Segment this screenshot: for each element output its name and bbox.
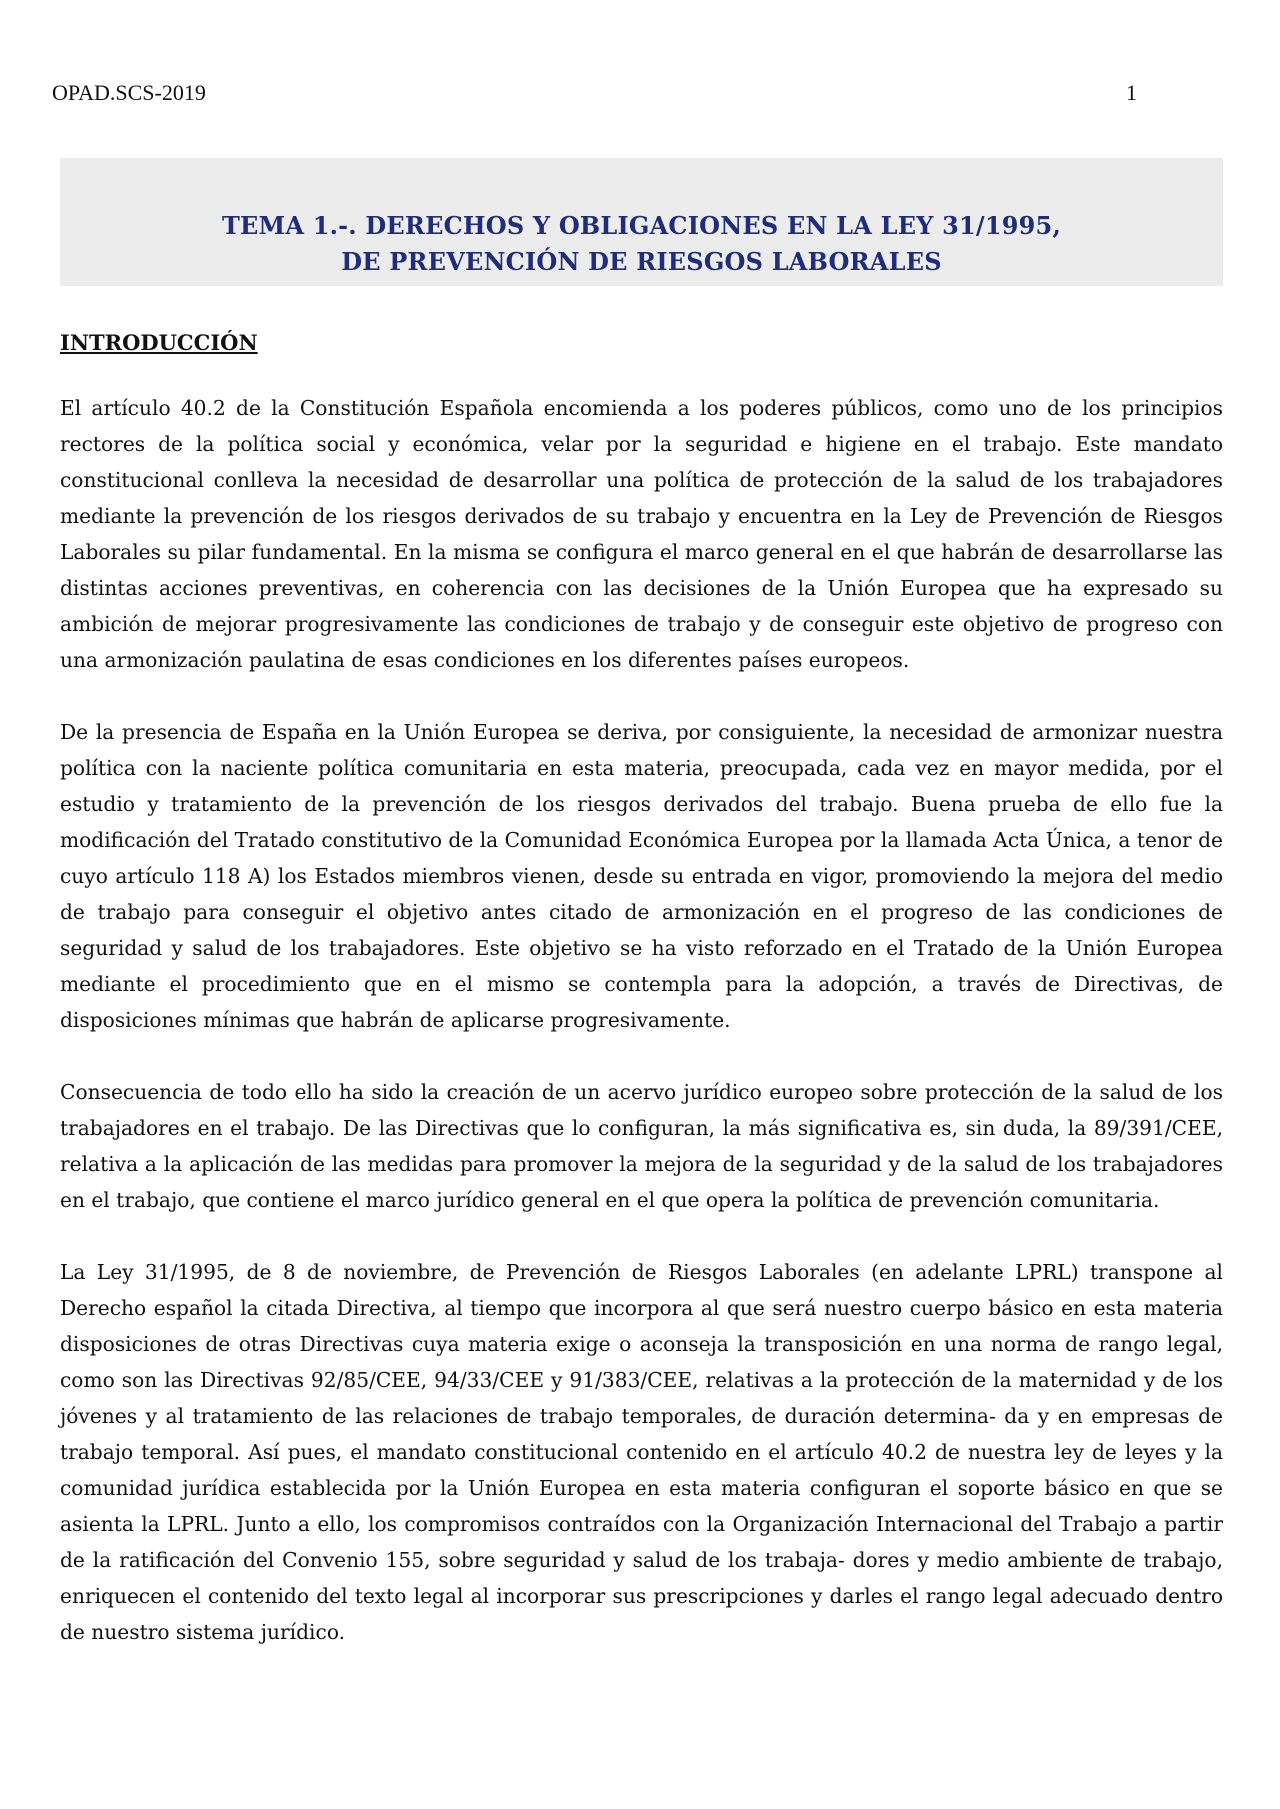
paragraph-2: De la presencia de España en la Unión Europea se deriva, por consiguiente, la necesidad de armonizar nuestra política con la naciente política comunitaria en esta materia, preocupada, cada vez en mayor medida, por el estudio y tratamiento de la prevención de los riesgos derivados del trabajo. Buena prueba de ello fue la modificación del Tratado constitutivo de la Comunidad Económica Europea por la llamada Acta Única, a tenor de cuyo artículo 118 A) los Estados miembros vienen, desde su entrada en vigor, promoviendo la mejora del medio de trabajo para conseguir el objetivo antes citado de armonización en el progreso de las condiciones de seguridad y salud de los trabajadores. Este objetivo se ha visto reforzado en el Tratado de la Unión Europea mediante el procedimiento que en el mismo se contempla para la adopción, a través de Directivas, de disposiciones mínimas que habrán de aplicarse progresivamente. [60,720,1223,1032]
title-line-2: DE PREVENCIÓN DE RIESGOS LABORALES [341,247,942,276]
section-heading-introduccion: INTRODUCCIÓN [60,330,258,355]
title-box [60,158,1223,286]
title-line-1: TEMA 1.-. DERECHOS Y OBLIGACIONES EN LA LEY 31/1995, [222,211,1061,240]
paragraph-3: Consecuencia de todo ello ha sido la creación de un acervo jurídico europeo sobre protección de la salud de los trabajadores en el trabajo. De las Directivas que lo configuran, la más significativa es, sin duda, la 89/391/CEE, relativa a la aplicación de las medidas para promover la mejora de la seguridad y de la salud de los trabajadores en el trabajo, que contiene el marco jurídico general en el que opera la política de prevención comunitaria. [60,1080,1223,1212]
body-text [60,390,1223,1686]
page-number: 1 [1126,80,1137,105]
paragraph-1: El artículo 40.2 de la Constitución Española encomienda a los poderes públicos, como uno de los principios rectores de la política social y económica, velar por la seguridad e higiene en el trabajo. Este mandato constitucional conlleva la necesidad de desarrollar una política de protección de la salud de los trabajadores mediante la prevención de los riesgos derivados de su trabajo y encuentra en la Ley de Prevención de Riesgos Laborales su pilar fundamental. En la misma se configura el marco general en el que habrán de desarrollarse las distintas acciones preventivas, en coherencia con las decisiones de la Unión Europea que ha expresado su ambición de mejorar progresivamente las condiciones de trabajo y de conseguir este objetivo de progreso con una armonización paulatina de esas condiciones en los diferentes países europeos. [60,396,1223,672]
paragraph-4: La Ley 31/1995, de 8 de noviembre, de Prevención de Riesgos Laborales (en adelante LPRL) transpone al Derecho español la citada Directiva, al tiempo que incorpora al que será nuestro cuerpo básico en esta materia disposiciones de otras Directivas cuya materia exige o aconseja la transposición en una norma de rango legal, como son las Directivas 92/85/CEE, 94/33/CEE y 91/383/CEE, relativas a la protección de la maternidad y de los jóvenes y al tratamiento de las relaciones de trabajo temporales, de duración determina- da y en empresas de trabajo temporal. Así pues, el mandato constitucional contenido en el artículo 40.2 de nuestra ley de leyes y la comunidad jurídica establecida por la Unión Europea en esta materia configuran el soporte básico en que se asienta la LPRL. Junto a ello, los compromisos contraídos con la Organización Internacional del Trabajo a partir de la ratificación del Convenio 155, sobre seguridad y salud de los trabaja- dores y medio ambiente de trabajo, enriquecen el contenido del texto legal al incorporar sus prescripciones y darles el rango legal adecuado dentro de nuestro sistema jurídico. [60,1260,1223,1644]
page-header [52,78,1137,108]
document-code: OPAD.SCS-2019 [52,80,206,105]
